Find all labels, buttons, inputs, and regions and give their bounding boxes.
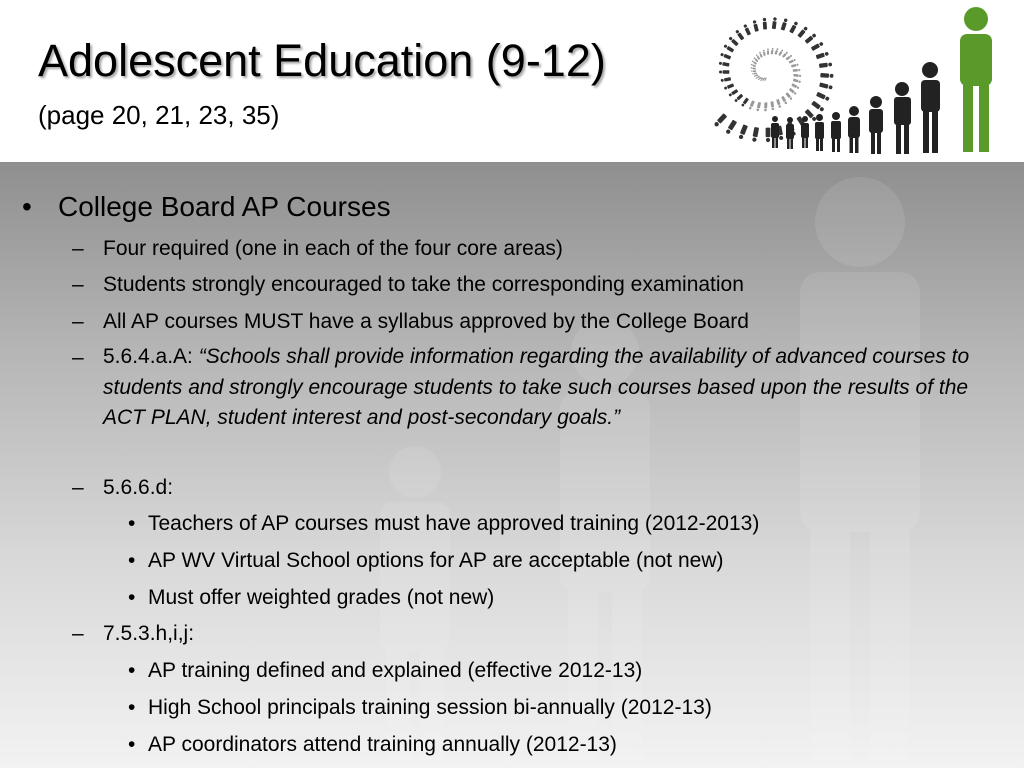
spiral-figure-icon <box>752 127 759 142</box>
spiral-figure-icon <box>764 102 768 111</box>
spiral-figure-icon <box>789 21 798 34</box>
list-item-text: All AP courses MUST have a syllabus approved by the College Board <box>103 310 749 333</box>
spiral-figure-icon <box>719 61 730 66</box>
spiral-figure-icon <box>720 52 731 59</box>
spiral-figure-icon <box>724 83 735 90</box>
spiral-figure-icon <box>776 99 781 108</box>
spiral-figure-icon <box>728 36 738 46</box>
spiral-figure-icon <box>752 73 757 75</box>
spiral-figure-icon <box>735 29 744 40</box>
spiral-figure-icon <box>816 51 829 59</box>
spiral-figure-icon <box>778 49 783 56</box>
spiral-figure-icon <box>781 18 788 31</box>
spiral-figure-icon <box>759 51 763 57</box>
spiral-figure-icon <box>793 78 801 83</box>
spiral-figure-icon <box>793 69 801 72</box>
bullet-marker: • <box>128 659 136 682</box>
spiral-figure-icon <box>791 83 799 89</box>
bullet-marker: • <box>128 586 136 609</box>
spiral-figure-icon <box>793 74 801 78</box>
bullet-marker: • <box>128 549 136 572</box>
list-item-text: AP WV Virtual School options for AP are acceptable (not new) <box>148 549 724 572</box>
spiral-figure-icon <box>786 54 793 60</box>
list-item-text: Teachers of AP courses must have approved training (2012-2013) <box>148 512 760 535</box>
dash-marker: – <box>72 273 84 296</box>
list-item-text: Students strongly encouraged to take the corresponding examination <box>103 273 744 296</box>
spiral-figure-icon <box>774 48 778 55</box>
slide-subtitle: (page 20, 21, 23, 35) <box>38 100 280 130</box>
policy-5641-paragraph <box>103 342 983 434</box>
spiral-figure-icon <box>766 128 771 142</box>
dash-marker: – <box>72 237 84 260</box>
spiral-figure-icon <box>820 73 833 78</box>
spiral-figure-icon <box>713 113 727 127</box>
spiral-figure-icon <box>756 102 761 112</box>
spiral-figure-icon <box>720 77 731 82</box>
spiral-figure-icon <box>805 33 817 44</box>
spiral-figure-icon <box>816 92 830 102</box>
spiral-figure-icon <box>734 94 743 103</box>
slide-header <box>0 0 1024 162</box>
list-item-text: High School principals training session bi-annually (2012-13) <box>148 696 712 719</box>
spiral-figure-icon <box>771 48 774 55</box>
spiral-figure-icon <box>728 89 738 97</box>
spiral-figure-icon <box>811 101 825 113</box>
spiral-figure-icon <box>781 96 788 105</box>
dash-marker: – <box>72 310 84 333</box>
spiral-figure-icon <box>725 120 737 135</box>
spiral-figure-icon <box>738 124 748 139</box>
spiral-figure-icon <box>782 51 788 58</box>
spiral-figure-icon <box>772 17 777 29</box>
spiral-figure-icon <box>789 88 797 95</box>
list-item-text: Must offer weighted grades (not new) <box>148 586 495 609</box>
dash-marker: – <box>72 346 84 369</box>
policy-quote: “Schools shall provide information regarding the availability of advanced courses to students and strongly encourage students to take such courses based upon the results of the ACT PLAN, student interest and post-secondary goals.” <box>103 345 970 429</box>
spiral-figure-icon <box>819 62 832 68</box>
spiral-figure-icon <box>719 70 729 73</box>
main-bullet <box>22 190 391 224</box>
spiral-figure-icon <box>763 18 768 30</box>
spiral-figure-icon <box>789 58 796 63</box>
slide-title: Adolescent Education (9-12) <box>38 35 606 86</box>
spiral-figure-icon <box>723 44 734 53</box>
dash-marker: – <box>72 476 84 499</box>
policy-code: 5.6.6.d: <box>103 476 174 499</box>
spiral-figure-icon <box>751 70 756 72</box>
spiral-figure-icon <box>791 63 799 67</box>
policy-code: 5.6.4.a.A: <box>103 345 199 368</box>
bullet-marker: • <box>22 191 32 222</box>
spiral-figure-icon <box>750 67 755 70</box>
bullet-marker: • <box>128 512 136 535</box>
dash-marker: – <box>72 622 84 645</box>
main-bullet-text: College Board AP Courses <box>58 191 391 222</box>
policy-code: 7.5.3.h,i,j: <box>103 622 195 645</box>
bullet-marker: • <box>128 733 136 756</box>
spiral-figure-icon <box>748 100 755 110</box>
spiral-figure-icon <box>770 101 774 110</box>
spiral-figure-icon <box>797 26 808 38</box>
spiral-figure-icon <box>819 82 833 90</box>
spiral-figure-icon <box>741 98 749 108</box>
spiral-figure-icon <box>811 41 824 51</box>
spiral-figure-icon <box>767 48 769 54</box>
list-item-text: AP coordinators attend training annually (2012-13) <box>148 733 617 756</box>
spiral-figure-icon <box>763 50 766 56</box>
spiral-figure-icon <box>743 24 751 36</box>
list-item-text: Four required (one in each of the four core areas) <box>103 237 563 260</box>
bullet-marker: • <box>128 696 136 719</box>
list-item-text: AP training defined and explained (effective 2012-13) <box>148 659 643 682</box>
spiral-figure-icon <box>785 92 792 100</box>
spiral-figure-icon <box>752 20 758 32</box>
slide-body <box>0 162 1024 768</box>
people-spiral-logo-icon <box>690 0 1024 162</box>
